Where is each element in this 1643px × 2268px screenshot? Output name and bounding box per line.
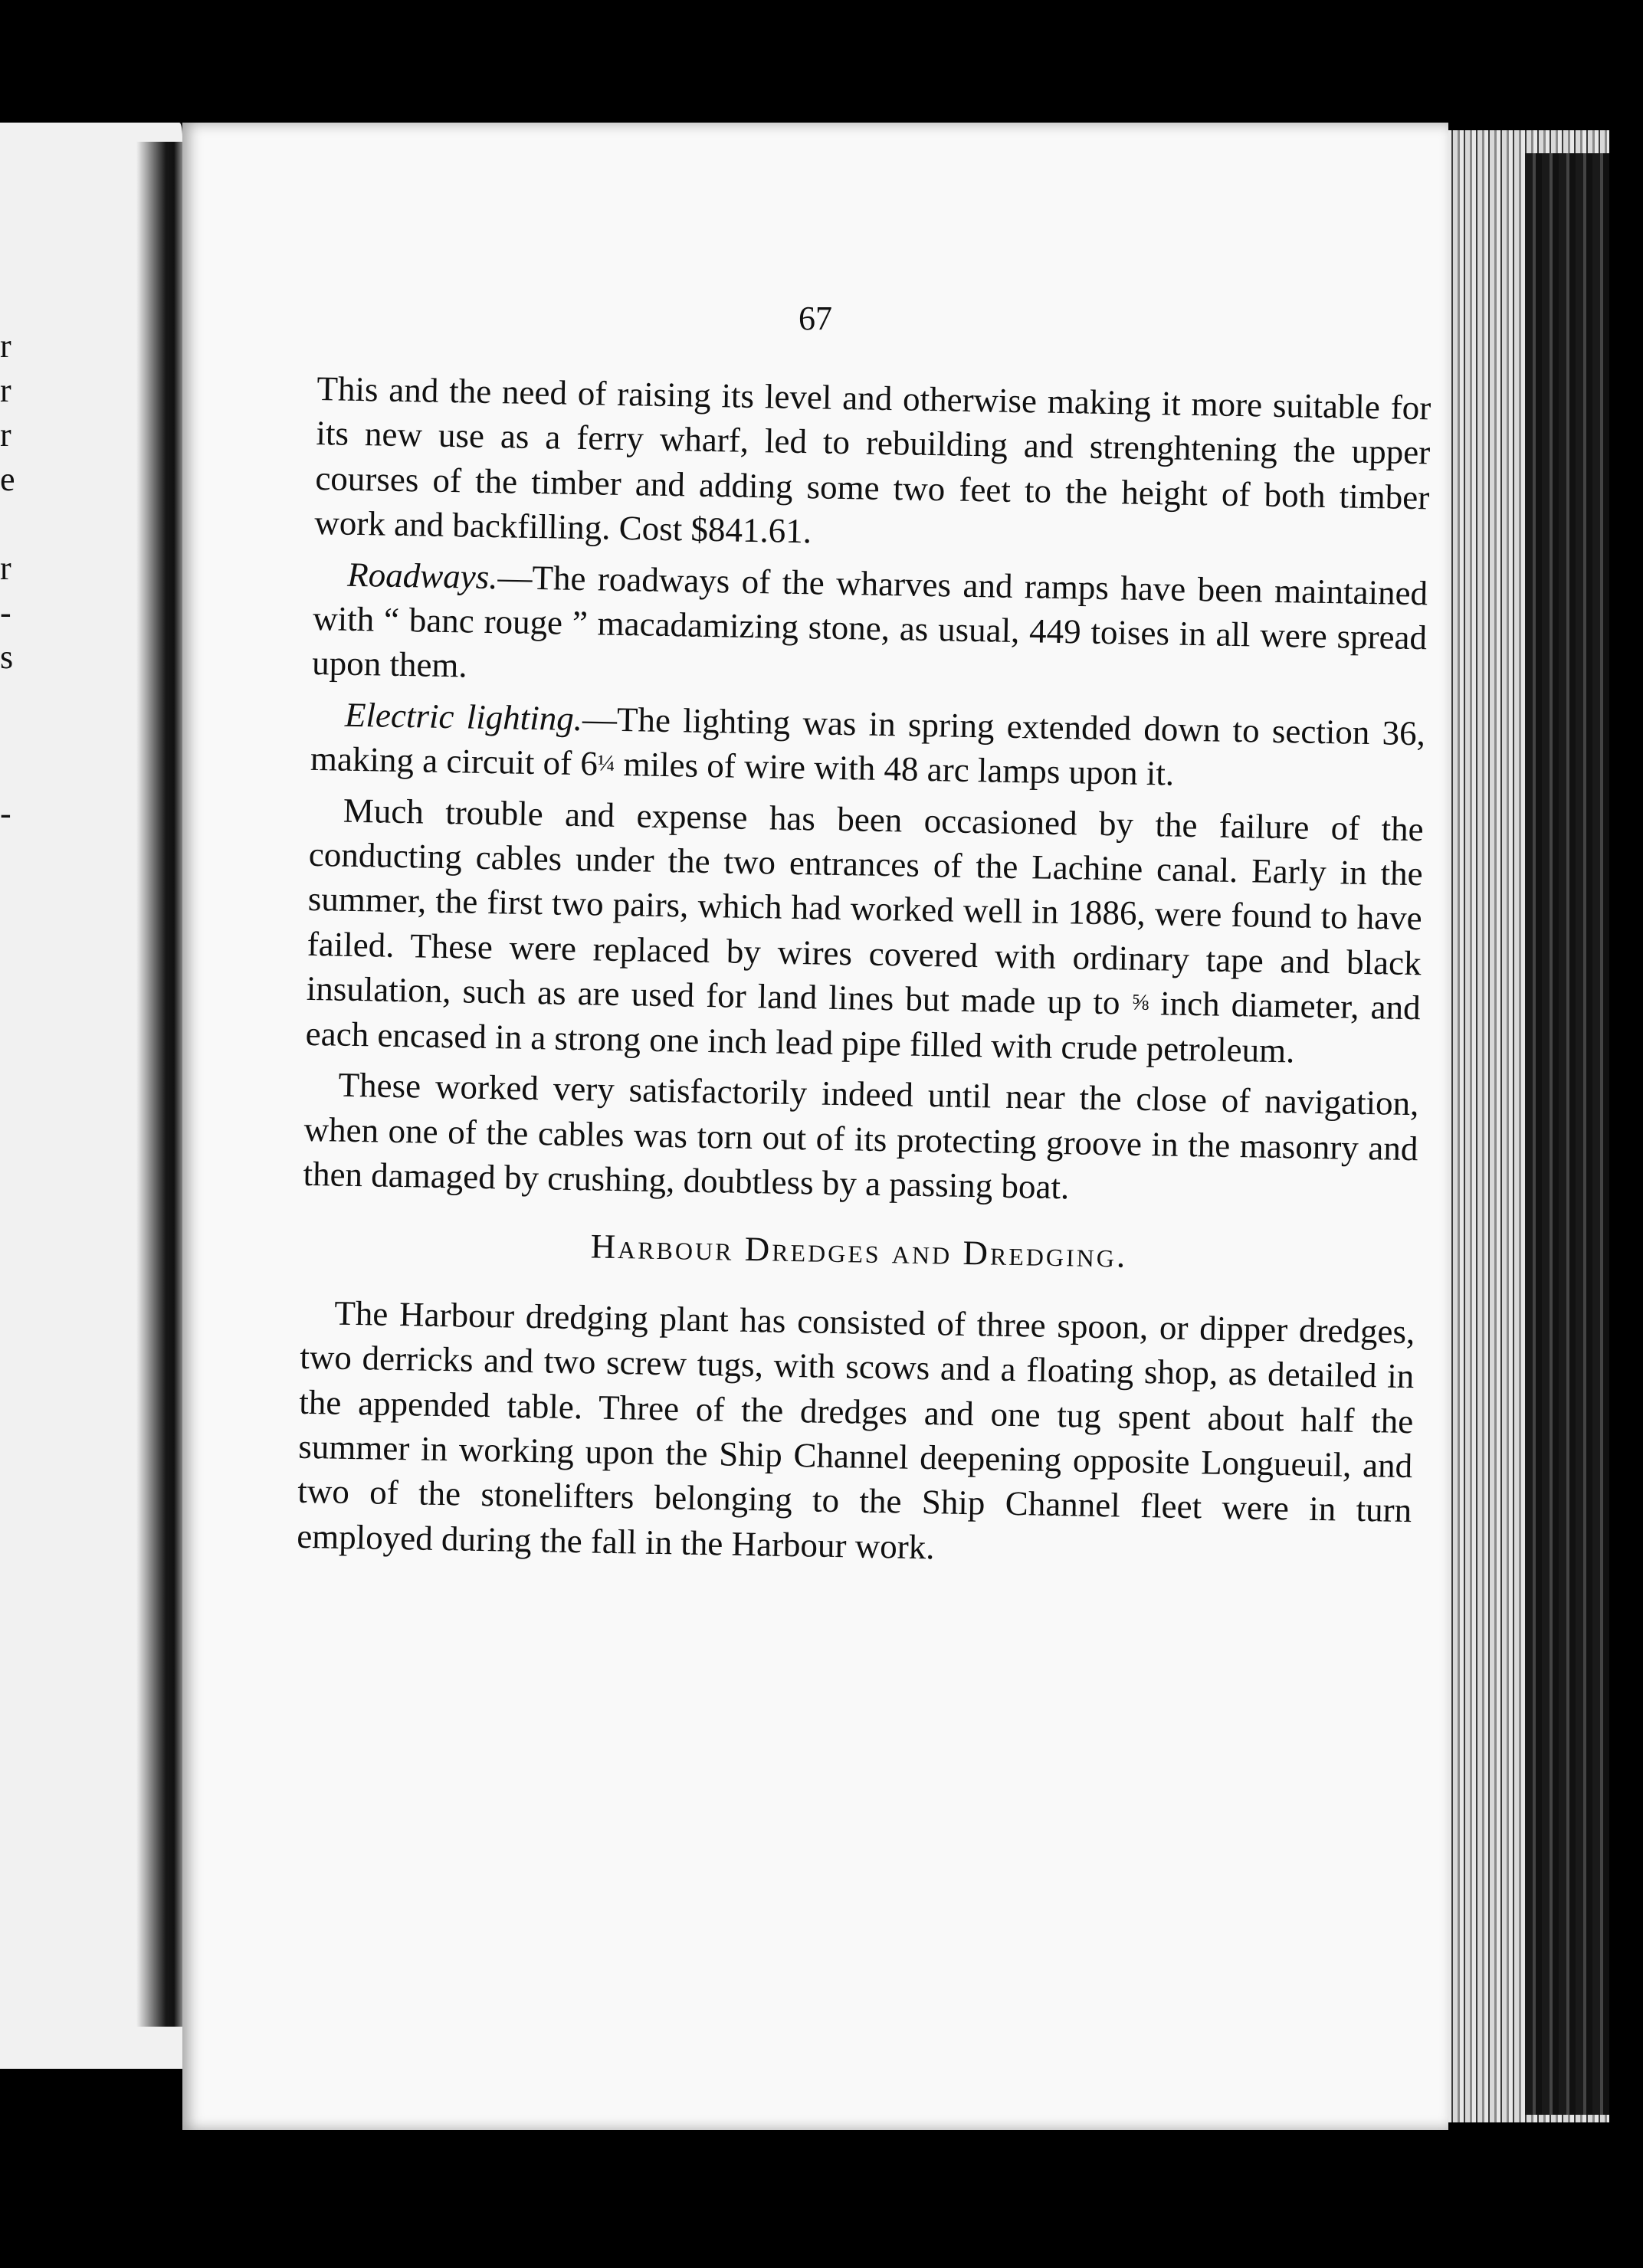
left-margin-glyph: r <box>0 549 11 587</box>
section-heading: Harbour Dredges and Dredging. <box>590 1227 1128 1275</box>
paragraph-electric-lighting <box>310 692 1426 801</box>
left-margin-glyph: e <box>0 460 15 498</box>
left-margin-glyph: - <box>0 795 11 832</box>
left-margin-glyph: s <box>0 638 14 676</box>
roadways-lead: Roadways. <box>346 555 498 596</box>
paragraph-dredging-plant: The Harbour dredging plant has consisted of three spoon, or dipper dredges, two derricks and two screw tugs, with scows and a floating shop, as detailed in the appended table. Three of the dredges and one tug spent about half the summer in working upon the Ship Channel deepening opposite Longueuil, and two of the stonelifters belonging to the Ship Channel fleet were in turn employed during the fall in the Harbour work. <box>296 1293 1415 1567</box>
page-number: 67 <box>799 300 832 337</box>
fraction-five-eighths: ⅝ <box>1131 989 1149 1016</box>
book-cover-edge <box>1525 153 1609 2115</box>
page-body <box>297 366 1431 1584</box>
paragraph-roadways <box>312 552 1428 706</box>
cable-failure-text: Much trouble and expense has been occasioned by the failure of the conducting cables under the two entrances of the Lachine canal. Early in the summer, the first two pairs, which had worked well in 1886, were found to have failed. These were replaced by wires covered with ordinary tape and black insulation, such as are used for land lines but made up to <box>306 791 1425 1022</box>
left-margin-glyph: r <box>0 372 11 409</box>
electric-lighting-lead: Electric lighting. <box>344 695 583 738</box>
roadways-body: —The roadways of the wharves and ramps have been maintained with “ banc rouge ” macadamizing stone, as usual, 449 toises in all were spread upon them. <box>311 557 1428 685</box>
fraction-quarter: ¼ <box>597 750 615 777</box>
electric-lighting-body: —The lighting was in spring extended down to section 36, making a circuit of 6 <box>310 699 1426 783</box>
paragraph-wharf-rebuilding: This and the need of raising its level and otherwise making it more suitable for its new use as a ferry wharf, led to rebuilding and strenghtening the upper courses of the timber and adding some two feet to the height of both timber work and backfilling. Cost $841.61. <box>313 369 1431 551</box>
paragraph-cable-failure <box>305 788 1424 1076</box>
left-margin-glyph: r <box>0 416 11 454</box>
book-page <box>182 123 1448 2130</box>
paragraph-cable-damage: These worked very satisfactorily indeed until near the close of navigation, when one of the cables was torn out of its protecting groove in the masonry and then damaged by crushing, doubtless by a passing boat. <box>303 1065 1419 1207</box>
cable-failure-text-end: inch diameter, and each encased in a strong one inch lead pipe filled with crude petroleum. <box>305 984 1422 1070</box>
left-margin-glyph: r <box>0 327 11 365</box>
left-margin-glyph: - <box>0 594 11 631</box>
electric-lighting-body-end: miles of wire with 48 arc lamps upon it. <box>614 745 1175 793</box>
